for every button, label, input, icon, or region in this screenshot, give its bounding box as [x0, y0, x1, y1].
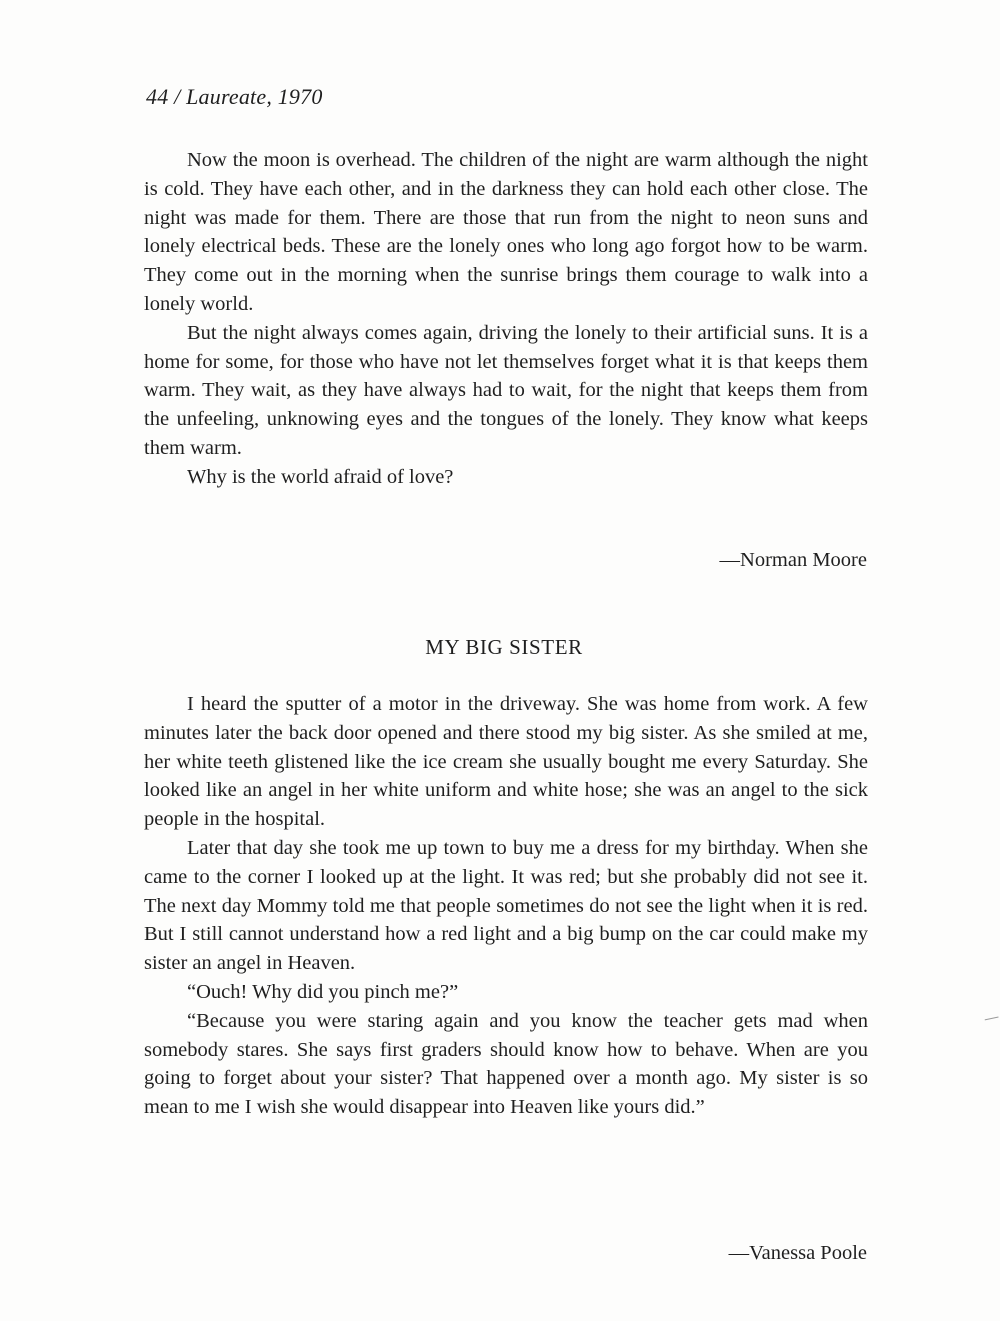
piece1-paragraph-1: Now the moon is overhead. The children of the night are warm although the night is cold. They have each other, and in the darkness they can hold each other close. The night was made for them. There are those that run from the night to neon suns and lonely electrical beds. These are the lonely ones who long ago forgot how to be warm. They come out in the morning when the sunrise brings them courage to walk into a lonely world.	[144, 149, 868, 315]
piece1-paragraph-3: Why is the world afraid of love?	[187, 465, 454, 488]
piece2-paragraph-1: I heard the sputter of a motor in the driveway. She was home from work. A few minutes later the back door opened and there stood my big sister. As she smiled at me, her white teeth glistened like the ice cream she usually bought me every Saturday. She looked like an angel in her white uniform and white hose; she was an angel to the sick people in the hospital.	[144, 693, 868, 831]
piece1-paragraph-2: But the night always comes again, driving the lonely to their artificial suns. It is a home for some, for those who have not let themselves forget what it is that keeps them warm. They wait, as they have always had to wait, for the night that keeps them from the unfeeling, unknowing eyes and the tongues of the lonely. They know what keeps them warm.	[144, 321, 868, 459]
piece2-title: MY BIG SISTER	[425, 635, 583, 659]
piece2-paragraph-2: Later that day she took me up town to buy me a dress for my birthday. When she came to the corner I looked up at the light. It was red; but she probably did not see it. The next day Mommy told me that people sometimes do not see the light when it is red. But I still cannot understand how a red light and a big bump on the car could make my sister an angel in Heaven.	[144, 836, 868, 975]
piece1-author: —Norman Moore	[719, 549, 867, 571]
piece2-paragraph-3: “Ouch! Why did you pinch me?”	[187, 980, 459, 1003]
piece2-author: —Vanessa Poole	[728, 1242, 867, 1264]
scan-speck	[983, 1011, 998, 1021]
running-head: 44 / Laureate, 1970	[146, 84, 323, 109]
piece2-paragraph-4: “Because you were staring again and you know the teacher gets mad when somebody stares. She says first graders should know how to behave. When are you going to forget about your sister? That happened over a month ago. My sister is so mean to me I wish she would disappear into Heaven like yours did.”	[144, 1009, 868, 1119]
piece1-body	[144, 146, 868, 492]
piece2-body	[144, 690, 868, 1122]
